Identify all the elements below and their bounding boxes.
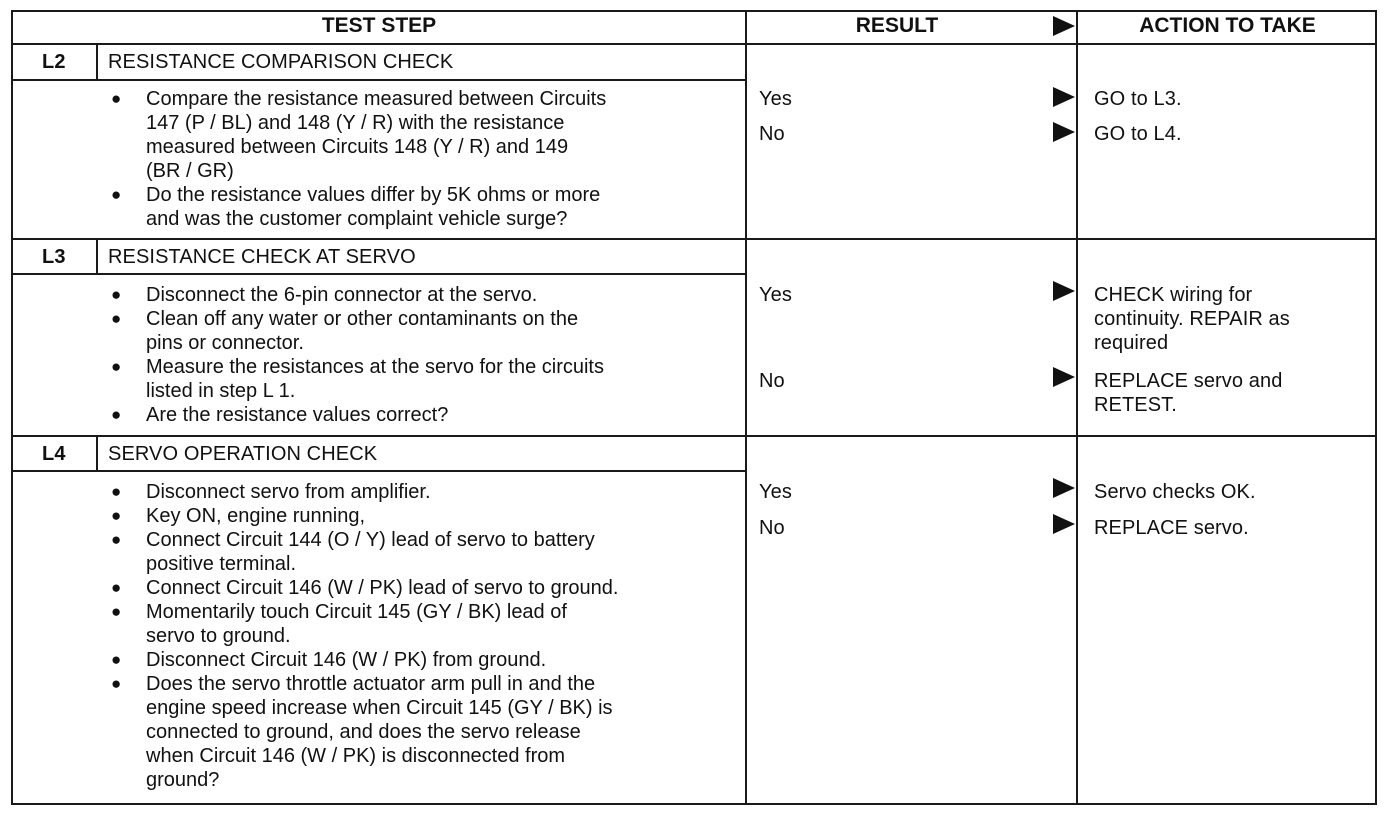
step-bullet-list <box>109 87 739 231</box>
step-bullet-list <box>109 283 739 427</box>
list-item <box>109 307 739 355</box>
l3-title-underline <box>11 273 745 275</box>
l4-title-underline <box>11 470 745 472</box>
list-item <box>109 183 739 231</box>
step-title: SERVO OPERATION CHECK <box>108 443 378 465</box>
list-item <box>109 648 739 672</box>
result-label: Yes <box>759 284 792 306</box>
arrow-right-icon <box>1053 367 1075 387</box>
bullet-icon: ● <box>111 89 122 108</box>
l2-title-underline <box>11 79 745 81</box>
list-item <box>109 480 739 504</box>
bullet-icon: ● <box>111 602 122 621</box>
list-item <box>109 87 739 183</box>
bullet-text: Key ON, engine running, <box>146 505 366 527</box>
arrow-right-icon <box>1053 514 1075 534</box>
bullet-text: Disconnect servo from amplifier. <box>146 481 431 503</box>
bullet-icon: ● <box>111 650 122 669</box>
bullet-text: Compare the resistance measured between Circuits 147 (P / BL) and 148 (Y / R) with the resistance measured between Circuits 148 (Y / R) and 149 (BR / GR) <box>146 88 607 182</box>
bullet-text: Disconnect Circuit 146 (W / PK) from ground. <box>146 649 547 671</box>
bullet-icon: ● <box>111 185 122 204</box>
action-text: CHECK wiring for continuity. REPAIR as required <box>1094 284 1290 354</box>
result-column-divider <box>745 10 747 805</box>
bullet-icon: ● <box>111 578 122 597</box>
bullet-text: Are the resistance values correct? <box>146 404 449 426</box>
action-text: GO to L3. <box>1094 88 1182 110</box>
bullet-text: Clean off any water or other contaminants on the pins or connector. <box>146 308 579 354</box>
result-label: Yes <box>759 481 792 503</box>
header-arrow-icon <box>1053 16 1075 36</box>
step-id: L4 <box>42 443 66 465</box>
l3-id-separator <box>96 238 98 275</box>
l4-id-separator <box>96 435 98 472</box>
step-divider-l2-l3 <box>11 238 1377 240</box>
bullet-icon: ● <box>111 530 122 549</box>
bullet-text: Connect Circuit 144 (O / Y) lead of servo to battery positive terminal. <box>146 529 595 575</box>
bullet-icon: ● <box>111 357 122 376</box>
step-bullet-list <box>109 480 739 792</box>
header-test-step: TEST STEP <box>321 14 437 37</box>
action-text: REPLACE servo. <box>1094 517 1249 539</box>
result-label: No <box>759 123 785 145</box>
bullet-text: Do the resistance values differ by 5K ohms or more and was the customer complaint vehicle surge? <box>146 184 601 230</box>
arrow-right-icon <box>1053 281 1075 301</box>
step-id: L3 <box>42 246 66 268</box>
result-label: No <box>759 517 785 539</box>
bullet-icon: ● <box>111 309 122 328</box>
action-text: REPLACE servo and RETEST. <box>1094 370 1283 416</box>
arrow-right-icon <box>1053 87 1075 107</box>
bullet-icon: ● <box>111 506 122 525</box>
list-item <box>109 283 739 307</box>
result-label: Yes <box>759 88 792 110</box>
result-label: No <box>759 370 785 392</box>
list-item <box>109 600 739 648</box>
bullet-icon: ● <box>111 285 122 304</box>
list-item <box>109 672 739 792</box>
step-title: RESISTANCE COMPARISON CHECK <box>108 51 454 73</box>
bullet-icon: ● <box>111 674 122 693</box>
header-divider <box>11 43 1377 45</box>
action-text: Servo checks OK. <box>1094 481 1256 503</box>
arrow-right-icon <box>1053 122 1075 142</box>
step-id: L2 <box>42 51 66 73</box>
bullet-icon: ● <box>111 482 122 501</box>
header-action: ACTION TO TAKE <box>1139 14 1316 37</box>
bullet-icon: ● <box>111 405 122 424</box>
bullet-text: Connect Circuit 146 (W / PK) lead of servo to ground. <box>146 577 619 599</box>
bullet-text: Momentarily touch Circuit 145 (GY / BK) lead of servo to ground. <box>146 601 567 647</box>
action-column-divider <box>1076 10 1078 805</box>
bullet-text: Measure the resistances at the servo for the circuits listed in step L 1. <box>146 356 604 402</box>
bullet-text: Does the servo throttle actuator arm pull in and the engine speed increase when Circuit 145 (GY / BK) is connected to ground, and does the servo release when Circuit 146 (W / PK) is disconnected from ground? <box>146 673 613 791</box>
step-title: RESISTANCE CHECK AT SERVO <box>108 246 416 268</box>
bullet-text: Disconnect the 6-pin connector at the servo. <box>146 284 538 306</box>
list-item <box>109 528 739 576</box>
step-divider-l3-l4 <box>11 435 1377 437</box>
list-item <box>109 355 739 403</box>
action-text: GO to L4. <box>1094 123 1182 145</box>
l2-id-separator <box>96 43 98 80</box>
list-item <box>109 576 739 600</box>
arrow-right-icon <box>1053 478 1075 498</box>
list-item <box>109 504 739 528</box>
header-result: RESULT <box>855 14 939 37</box>
list-item <box>109 403 739 427</box>
